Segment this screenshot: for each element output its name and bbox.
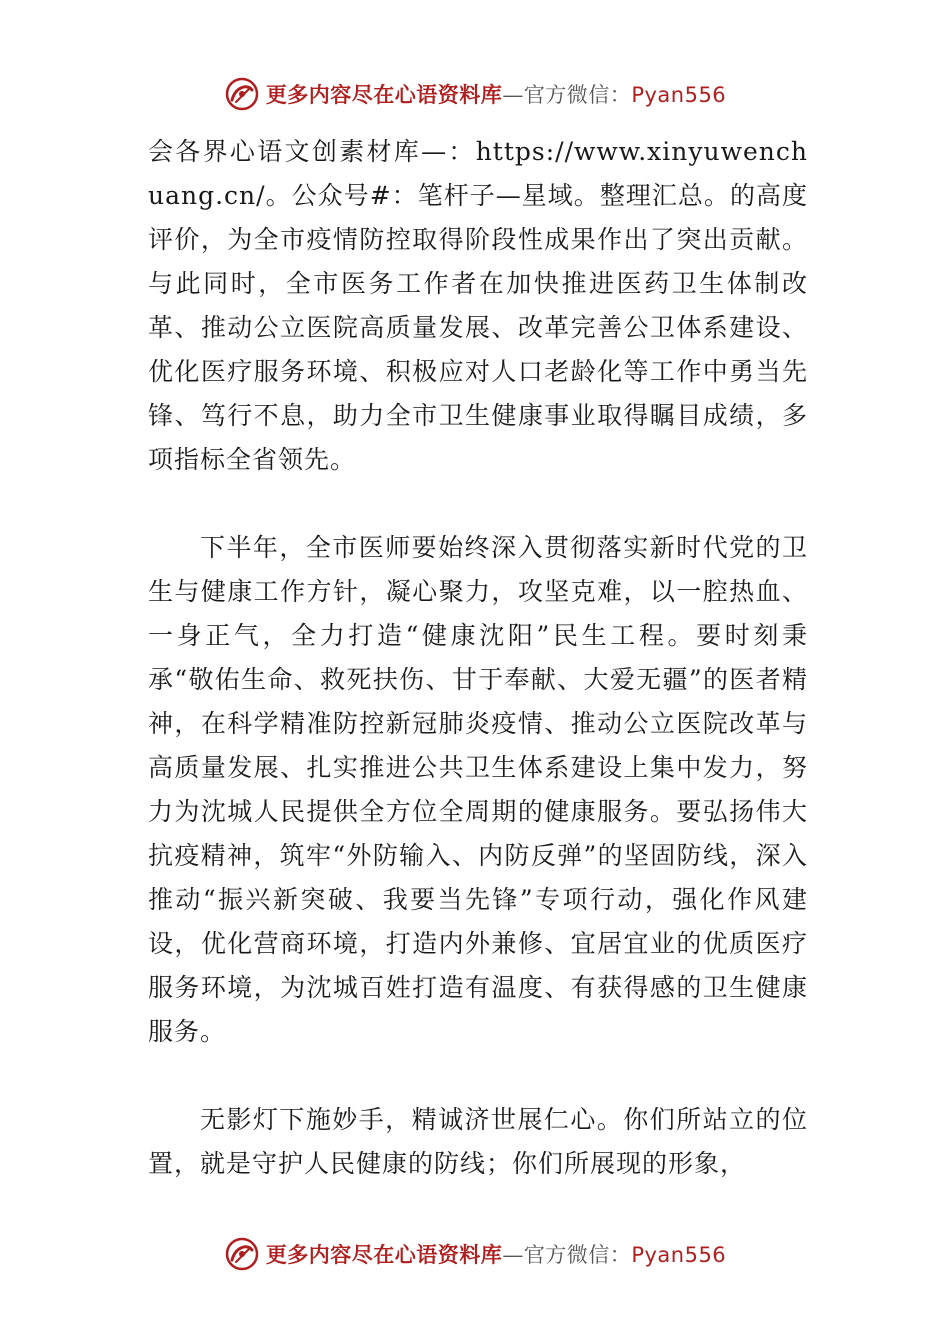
header-brand: 更多内容尽在心语资料库 xyxy=(265,82,503,107)
footer-banner-text xyxy=(266,1239,726,1269)
header-separator: — xyxy=(502,83,524,107)
paragraph-gap xyxy=(148,482,808,526)
header-banner-text xyxy=(266,79,726,109)
paragraph-3: 无影灯下施妙手，精诚济世展仁心。你们所站立的位置，就是守护人民健康的防线；你们所展现的形象， xyxy=(148,1105,808,1178)
paragraph-gap xyxy=(148,1054,808,1098)
footer-banner xyxy=(0,1232,950,1276)
footer-separator: — xyxy=(502,1243,524,1267)
document-body xyxy=(148,130,808,1186)
footer-contact-label: 官方微信： xyxy=(523,1243,632,1267)
footer-brand: 更多内容尽在心语资料库 xyxy=(265,1242,503,1267)
header-banner xyxy=(0,72,950,116)
paragraph-1: 会各界心语文创素材库—：https://www.xinyuwenchuang.cn/。公众号#：笔杆子—星域。整理汇总。的高度评价，为全市疫情防控取得阶段性成果作出了突出贡献。与此同时，全市医务工作者在加快推进医药卫生体制改革、推动公立医院高质量发展、改革完善公卫体系建设、优化医疗服务环境、积极应对人口老龄化等工作中勇当先锋、笃行不息，助力全市卫生健康事业取得瞩目成绩，多项指标全省领先。 xyxy=(148,137,808,474)
paragraph-2: 下半年，全市医师要始终深入贯彻落实新时代党的卫生与健康工作方针，凝心聚力，攻坚克难，以一腔热血、一身正气，全力打造“健康沈阳”民生工程。要时刻秉承“敬佑生命、救死扶伤、甘于奉献、大爱无疆”的医者精神，在科学精准防控新冠肺炎疫情、推动公立医院改革与高质量发展、扎实推进公共卫生体系建设上集中发力，努力为沈城人民提供全方位全周期的健康服务。要弘扬伟大抗疫精神，筑牢“外防输入、内防反弹”的坚固防线，深入推动“振兴新突破、我要当先锋”专项行动，强化作风建设，优化营商环境，打造内外兼修、宜居宜业的优质医疗服务环境，为沈城百姓打造有温度、有获得感的卫生健康服务。 xyxy=(148,533,808,1046)
header-contact-id: Pyan556 xyxy=(631,83,727,107)
seal-logo-icon xyxy=(224,76,260,112)
footer-contact-id: Pyan556 xyxy=(631,1243,727,1267)
seal-logo-icon xyxy=(224,1236,260,1272)
header-contact-label: 官方微信： xyxy=(523,83,632,107)
